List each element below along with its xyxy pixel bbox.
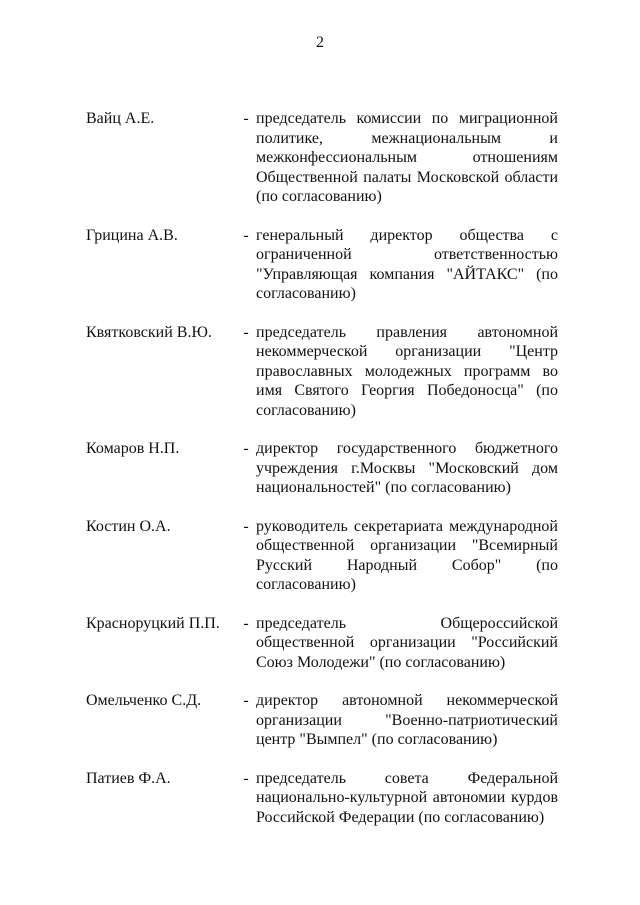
role-line: межконфессиональным отношениям (256, 149, 558, 166)
member-role (256, 323, 558, 421)
members-list (86, 109, 558, 846)
role-line: председатель правления автономной (256, 323, 558, 341)
member-name: Патиев Ф.А. (86, 769, 171, 787)
member-role (256, 614, 558, 673)
member-row (86, 769, 558, 828)
member-name: Омельченко С.Д. (86, 692, 202, 709)
role-line: православных молодежных программ во (256, 362, 558, 380)
role-line: Общественной палаты Московской области (256, 168, 558, 186)
role-line: политике, межнациональным и (256, 129, 558, 147)
member-dash: - (243, 692, 249, 709)
role-line: Российской Федерации (по согласованию) (256, 808, 545, 826)
role-line: председатель Общероссийской (256, 614, 558, 632)
role-line: согласованию) (256, 401, 356, 419)
member-name: Квятковский В.Ю. (86, 323, 212, 341)
role-line: общественной организации "Всемирный (256, 537, 558, 554)
role-line: директор государственного бюджетного (256, 440, 558, 457)
role-line: некоммерческой организации "Центр (256, 343, 558, 360)
page-number: 2 (316, 34, 324, 51)
member-name: Костин О.А. (86, 517, 171, 535)
member-dash: - (243, 440, 249, 457)
role-line: ограниченной ответственностью (256, 246, 558, 263)
member-role (256, 691, 558, 750)
role-line: центр "Вымпел" (по согласованию) (256, 731, 498, 748)
member-role (256, 439, 558, 498)
role-line: учреждения г.Москвы "Московский дом (256, 459, 558, 477)
member-dash: - (243, 517, 249, 535)
role-line: председатель совета Федеральной (256, 769, 558, 787)
role-line: организации "Военно-патриотический (256, 711, 558, 729)
member-role (256, 109, 558, 207)
role-line: руководитель секретариата международной (256, 517, 558, 535)
member-row (86, 691, 558, 750)
role-line: общественной организации "Российский (256, 634, 558, 651)
member-dash: - (243, 110, 249, 127)
role-line: "Управляющая компания "АЙТАКС" (по (256, 265, 558, 283)
member-dash: - (243, 323, 249, 341)
member-row (86, 439, 558, 498)
member-role (256, 517, 558, 595)
role-line: генеральный директор общества с (256, 226, 558, 244)
role-line: согласованию) (256, 285, 356, 302)
member-row (86, 614, 558, 673)
role-line: национальностей" (по согласованию) (256, 479, 511, 496)
role-line: согласованию) (256, 576, 356, 593)
member-row (86, 323, 558, 421)
member-dash: - (243, 614, 249, 632)
role-line: (по согласованию) (256, 188, 382, 205)
member-name: Комаров Н.П. (86, 440, 180, 457)
member-dash: - (243, 226, 249, 244)
role-line: Русский Народный Собор" (по (256, 556, 558, 574)
member-name: Вайц А.Е. (86, 110, 155, 127)
member-name: Грицина А.В. (86, 226, 178, 244)
role-line: национально-культурной автономии курдов (256, 789, 558, 806)
member-role (256, 226, 558, 304)
member-row (86, 109, 558, 207)
member-dash: - (243, 769, 249, 787)
member-name: Красноруцкий П.П. (86, 614, 220, 632)
member-row (86, 517, 558, 595)
role-line: имя Святого Георгия Победоносца" (по (256, 382, 558, 399)
role-line: председатель комиссии по миграционной (256, 110, 558, 127)
member-row (86, 226, 558, 304)
member-role (256, 769, 558, 828)
role-line: Союз Молодежи" (по согласованию) (256, 653, 506, 671)
role-line: директор автономной некоммерческой (256, 692, 558, 709)
